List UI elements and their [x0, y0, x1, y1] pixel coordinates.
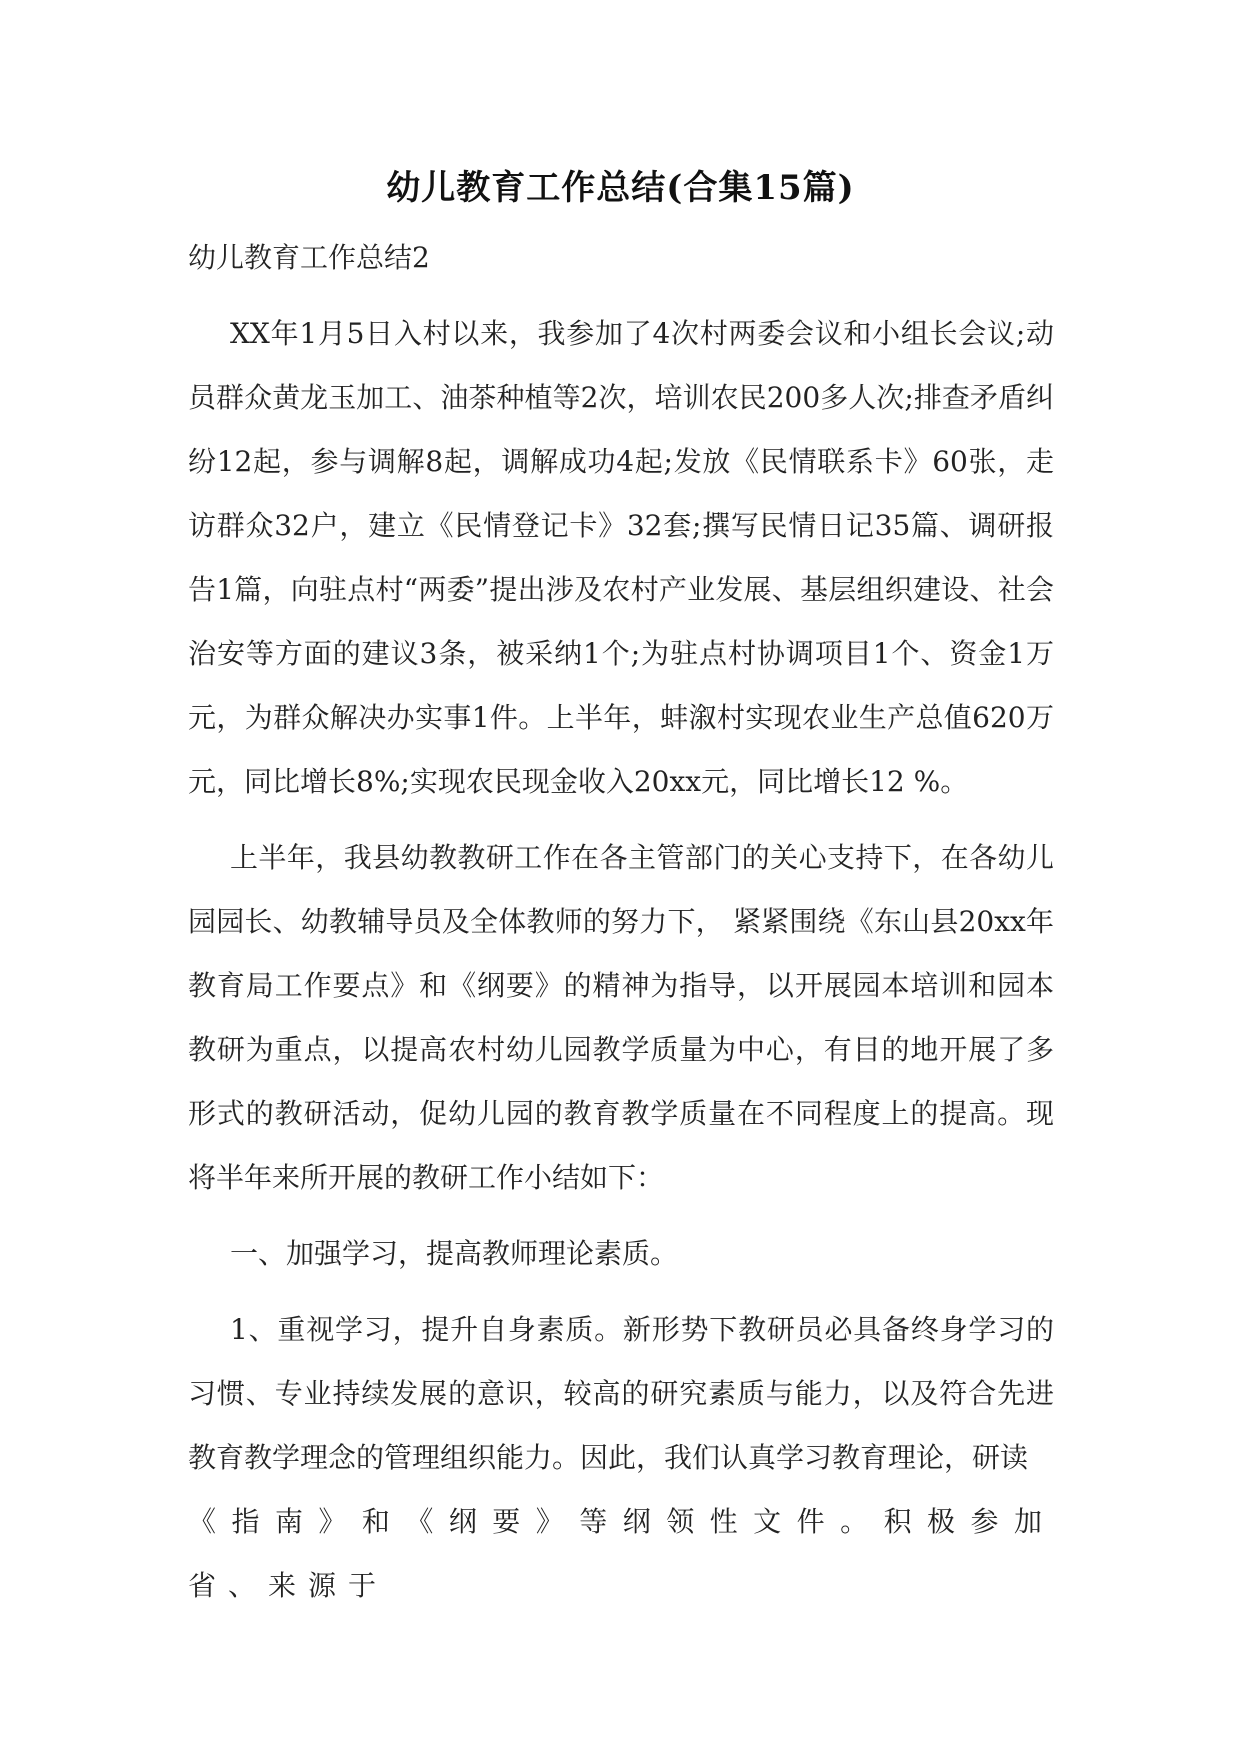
- section-heading-1: 一、加强学习，提高教师理论素质。: [230, 1237, 679, 1270]
- document-title: 幼儿教育工作总结(合集15篇): [386, 168, 855, 208]
- paragraph-teaching-research: 上半年，我县幼教教研工作在各主管部门的关心支持下，在各幼儿园园长、幼教辅导员及全体教师的努力下， 紧紧围绕《东山县20xx年教育局工作要点》和《纲要》的精神为指导，以开展园本培训和园本教研为重点，以提高农村幼儿园教学质量为中心，有目的地开展了多形式的教研活动，促幼儿园的教育教学质量在不同程度上的提高。现将半年来所开展的教研工作小结如下：: [188, 841, 1054, 1194]
- document-body: [188, 226, 1054, 1630]
- paragraph-study: 1、重视学习，提升自身素质。新形势下教研员必具备终身学习的习惯、专业持续发展的意识，较高的研究素质与能力，以及符合先进教育教学理念的管理组织能力。因此，我们认真学习教育理论，研读: [188, 1313, 1054, 1474]
- section-subtitle: 幼儿教育工作总结2: [188, 241, 430, 274]
- paragraph-village-work: XX年1月5日入村以来，我参加了4次村两委会议和小组长会议;动员群众黄龙玉加工、油茶种植等2次，培训农民200多人次;排查矛盾纠纷12起，参与调解8起，调解成功4起;发放《民情联系卡》60张，走访群众32户，建立《民情登记卡》32套;撰写民情日记35篇、调研报告1篇，向驻点村“两委”提出涉及农村产业发展、基层组织建设、社会治安等方面的建议3条，被采纳1个;为驻点村协调项目1个、资金1万元，为群众解决办实事1件。上半年，蚌溆村实现农业生产总值620万元，同比增长8%;实现农民现金收入20xx元，同比增长12 %。: [188, 317, 1054, 798]
- paragraph-continuation: 《指南》和《纲要》等纲领性文件。积极参加省、来源于: [188, 1505, 1054, 1602]
